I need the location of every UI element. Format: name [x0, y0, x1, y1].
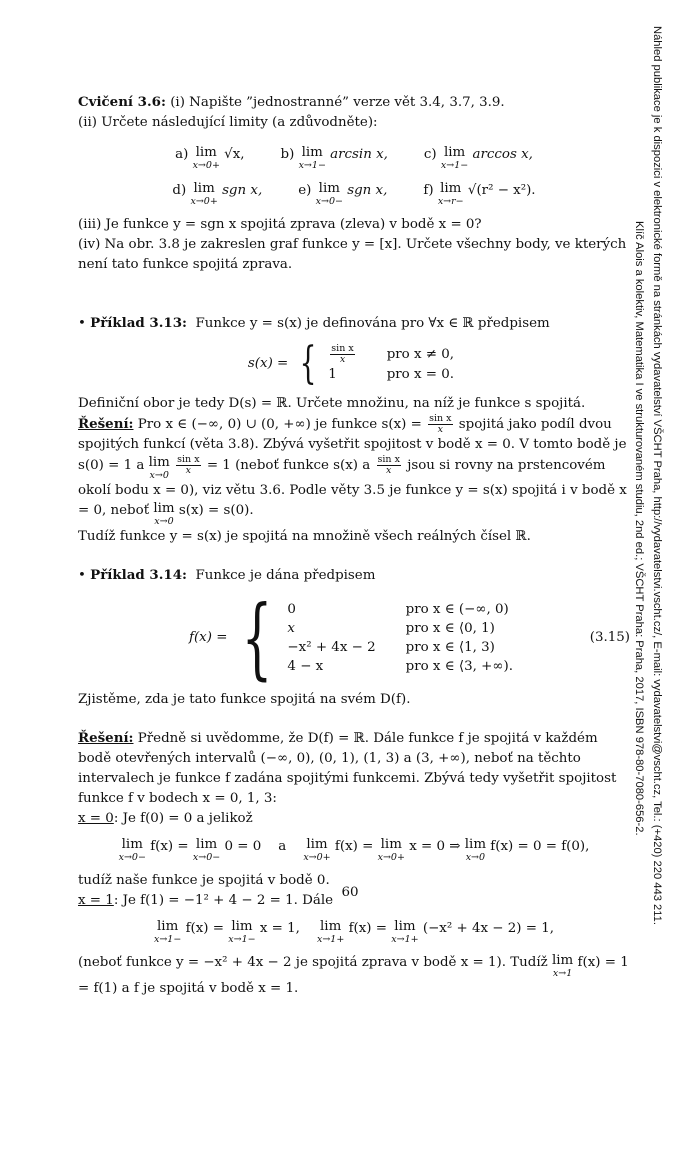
- limit-d: d) lim x→0+ sgn x,: [172, 181, 263, 207]
- f-definition: f(x) = { 0 pro x ∈ (−∞, 0) x pro x ∈ ⟨0, 1) −x² + 4x − 2 pro x ∈ ⟨1, 3) 4 − x pro x ∈ ⟨3, +∞). (3.15): [188, 586, 630, 689]
- fraction: $\frac{\text{sin x}}{x}$: [331, 343, 354, 365]
- s-cases-table: $\frac{\text{sin x}}{x}$ pro x ≠ 0, 1 pro x = 0.: [328, 343, 455, 382]
- exercise-part3: (iii) Je funkce y = sgn x spojitá zprava (zleva) v bodě x = 0?: [78, 217, 482, 232]
- sidebar-line-preview: Náhled publikace je k dispozici v elektronické formě na stránkách vydavatelství VŠCHT Praha, http://vydavatelstvi.vscht.cz/, E-mail: vydavatelstvi@vscht.cz, Tel.: (+420) 220 443 211.: [651, 26, 663, 925]
- page-number: 60: [341, 885, 359, 900]
- limit-a: a) lim x→0+ √x,: [175, 145, 245, 171]
- exercise-part4: (iv) Na obr. 3.8 je zakreslen graf funkce y = [x]. Určete všechny body, ve kterých není tato funkce spojitá zprava.: [78, 237, 627, 272]
- limit-c: c) lim x→1− arccos x,: [423, 145, 533, 171]
- page-content: [78, 92, 630, 999]
- limit-f: f) lim x→r− √(r² − x²).: [423, 181, 536, 207]
- s-definition: s(x) = { $\frac{\text{sin x}}{x}$ pro x ≠ 0, 1 pro x = 0.: [78, 342, 630, 386]
- example13-conclusion: Tudíž funkce y = s(x) je spojitá na množině všech reálných čísel ℝ.: [78, 529, 531, 544]
- x1-conclusion: (neboť funkce y = −x² + 4x − 2 je spojitá zprava v bodě x = 1). Tudíž lim x→1 f(x) = 1 = f(1) a f je spojitá v bodě x = 1.: [78, 953, 629, 996]
- solution-label: Řešení:: [78, 730, 134, 746]
- exercise-part2: (ii) Určete následující limity (a zdůvodněte):: [78, 115, 378, 130]
- example14-question: Zjistěme, zda je tato funkce spojitá na svém D(f).: [78, 692, 411, 707]
- left-brace: {: [299, 338, 317, 389]
- case-x1: x = 1: Je f(1) = −1² + 4 − 2 = 1. Dále: [78, 893, 334, 908]
- solution-label: Řešení:: [78, 416, 134, 432]
- left-brace: {: [242, 586, 273, 689]
- example13-intro: • Příklad 3.13: Funkce y = s(x) je definována pro ∀x ∈ ℝ předpisem: [78, 315, 550, 331]
- sidebar-line-citation: Klíč Alois a kolektiv, Matematika I ve strukturovaném studiu, 2nd ed.; VŠCHT Praha: Praha, 2017, ISBN 978-80-7080-656-2.: [633, 221, 645, 836]
- limit-b: b) lim x→1− arcsin x,: [280, 145, 388, 171]
- example13-question: Definiční obor je tedy D(s) = ℝ. Určete množinu, na níž je funkce s spojitá.: [78, 396, 586, 411]
- f-cases-table: 0 pro x ∈ (−∞, 0) x pro x ∈ ⟨0, 1) −x² + 4x − 2 pro x ∈ ⟨1, 3) 4 − x pro x ∈ ⟨3, +∞).: [287, 602, 514, 674]
- x0-conclusion: tudíž naše funkce je spojitá v bodě 0.: [78, 873, 330, 888]
- example14-label: Příklad 3.14:: [90, 567, 187, 583]
- exercise-intro: Cvičení 3.6: (i) Napište ”jednostranné” verze vět 3.4, 3.7, 3.9.: [78, 94, 505, 110]
- x0-limits-equation: lim x→0− f(x) = lim x→0− 0 = 0 a lim x→0+ f(x) = lim x→0+ x = 0 ⇒ lim x→0 f(x) = 0 = f(0),: [118, 837, 590, 863]
- limits-row-1: [78, 145, 630, 171]
- limit-e: e) lim x→0− sgn x,: [298, 181, 388, 207]
- example13-solution: Řešení: Pro x ∈ (−∞, 0) ∪ (0, +∞) je funkce s(x) = $\frac{\text{sin x}}{x}$ spojitá jako podíl dvou spojitých funkcí (věta 3.8). Zbývá vyšetřit spojitost v bodě x = 0. V tomto bodě je s(0) = 1 a lim x→0 $\frac{\text{sin x}}{x}$ = 1 (neboť funkce s(x) a $\frac{\text{sin x}}{x}$ jsou si rovny na prstencovém okolí bodu x = 0), viz větu 3.6. Podle věty 3.5 je funkce y = s(x) spojitá i v bodě x = 0, neboť lim x→0 s(x) = s(0).: [78, 413, 627, 527]
- equation-number: (3.15): [589, 630, 630, 645]
- x1-limits-equation: lim x→1− f(x) = lim x→1− x = 1, lim x→1+ f(x) = lim x→1+ (−x² + 4x − 2) = 1,: [153, 919, 555, 945]
- exercise-label: Cvičení 3.6:: [78, 94, 166, 110]
- example14-solution: Řešení: Předně si uvědomme, že D(f) = ℝ. Dále funkce f je spojitá v každém bodě otevřených intervalů (−∞, 0), (0, 1), (1, 3) a (3, +∞), neboť na těchto intervalech je funkce f zadána spojitými funkcemi. Zbývá tedy vyšetřit spojitost funkce f v bodech x = 0, 1, 3:: [78, 730, 617, 806]
- example14-intro: • Příklad 3.14: Funkce je dána předpisem: [78, 567, 376, 583]
- limits-row-2: [78, 181, 630, 207]
- example13-label: Příklad 3.13:: [90, 315, 187, 331]
- case-x0: x = 0: Je f(0) = 0 a jelikož: [78, 811, 253, 826]
- sidebar-citation: [632, 26, 692, 966]
